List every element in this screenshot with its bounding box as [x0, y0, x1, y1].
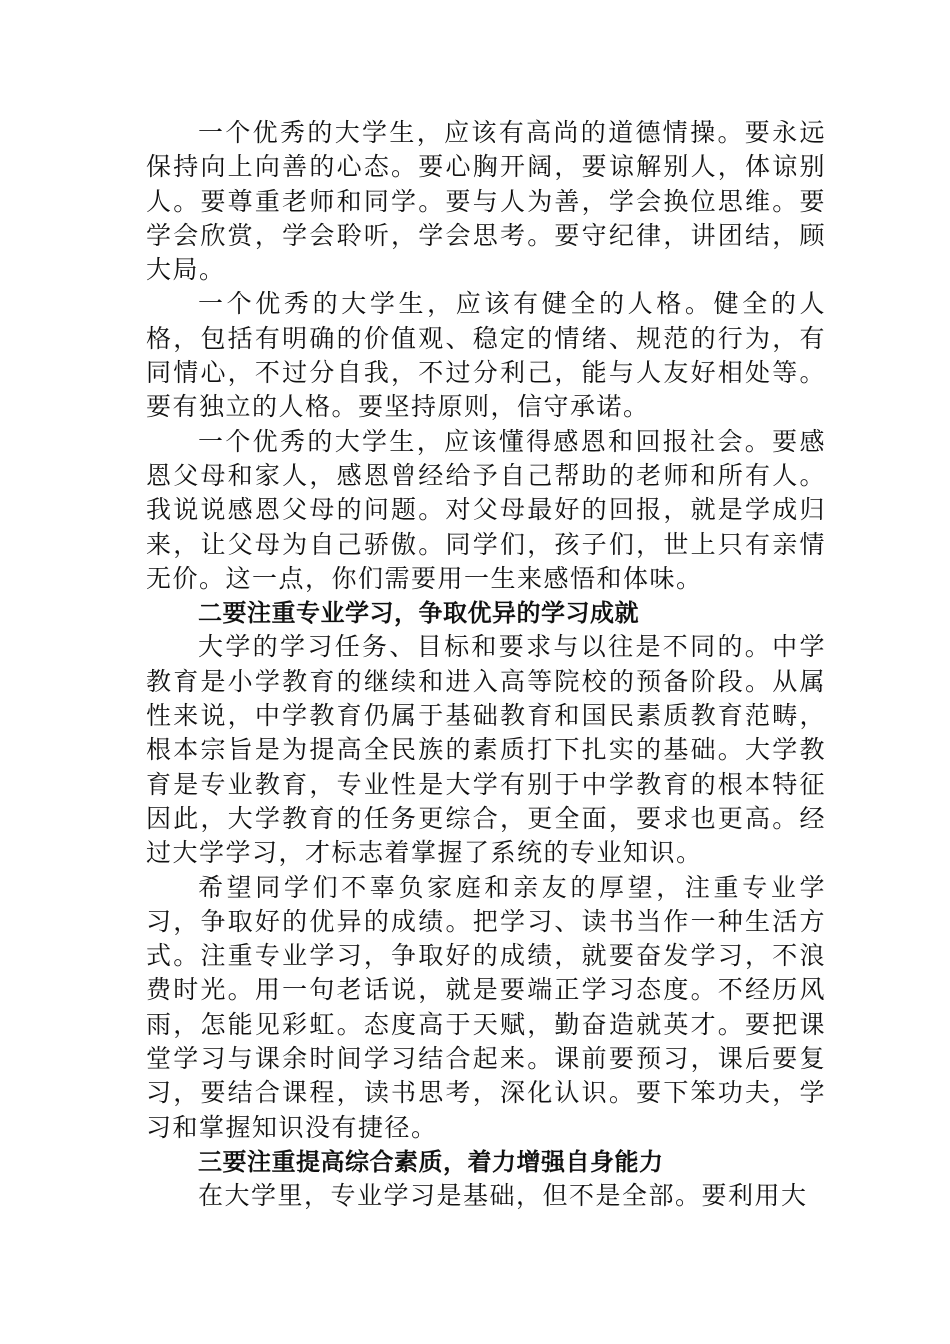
paragraph-university-education: 大学的学习任务、目标和要求与以往是不同的。中学教育是小学教育的继续和进入高等院校的预备阶段。从属性来说，中学教育仍属于基础教育和国民素质教育范畴，根本宗旨是为提高全民族的素质打下扎实的基础。大学教育是专业教育，专业性是大学有别于中学教育的根本特征因此，大学教育的任务更综合，更全面，要求也更高。经过大学学习，才标志着掌握了系统的专业知识。 [146, 632, 826, 868]
paragraph-sound-personality: 一个优秀的大学生，应该有健全的人格。健全的人格，包括有明确的价值观、稳定的情绪、规范的行为，有同情心，不过分自我，不过分利己，能与人友好相处等。要有独立的人格。要坚持原则，信守承诺。 [146, 289, 826, 422]
section-heading-comprehensive-quality: 三要注重提高综合素质，着力增强自身能力 [198, 1147, 664, 1176]
document-body [146, 116, 826, 1214]
paragraph-moral-character: 一个优秀的大学生，应该有高尚的道德情操。要永远保持向上向善的心态。要心胸开阔，要谅解别人，体谅别人。要尊重老师和同学。要与人为善，学会换位思维。要学会欣赏，学会聆听，学会思考。要守纪律，讲团结，顾大局。 [146, 118, 826, 285]
paragraph-gratitude: 一个优秀的大学生，应该懂得感恩和回报社会。要感恩父母和家人，感恩曾经给予自己帮助的老师和所有人。我说说感恩父母的问题。对父母最好的回报，就是学成归来，让父母为自己骄傲。同学们，孩子们，世上只有亲情无价。这一点，你们需要用一生来感悟和体味。 [146, 426, 826, 593]
paragraph-study-hard: 希望同学们不辜负家庭和亲友的厚望，注重专业学习，争取好的优异的成绩。把学习、读书当作一种生活方式。注重专业学习，争取好的成绩，就要奋发学习，不浪费时光。用一句老话说，就是要端正学习态度。不经历风雨，怎能见彩虹。态度高于天赋，勤奋造就英才。要把课堂学习与课余时间学习结合起来。课前要预习，课后要复习，要结合课程，读书思考，深化认识。要下笨功夫，学习和掌握知识没有捷径。 [146, 872, 826, 1142]
section-heading-professional-study: 二要注重专业学习，争取优异的学习成就 [198, 599, 639, 628]
paragraph-beyond-major: 在大学里，专业学习是基础，但不是全部。要利用大 [198, 1181, 808, 1211]
